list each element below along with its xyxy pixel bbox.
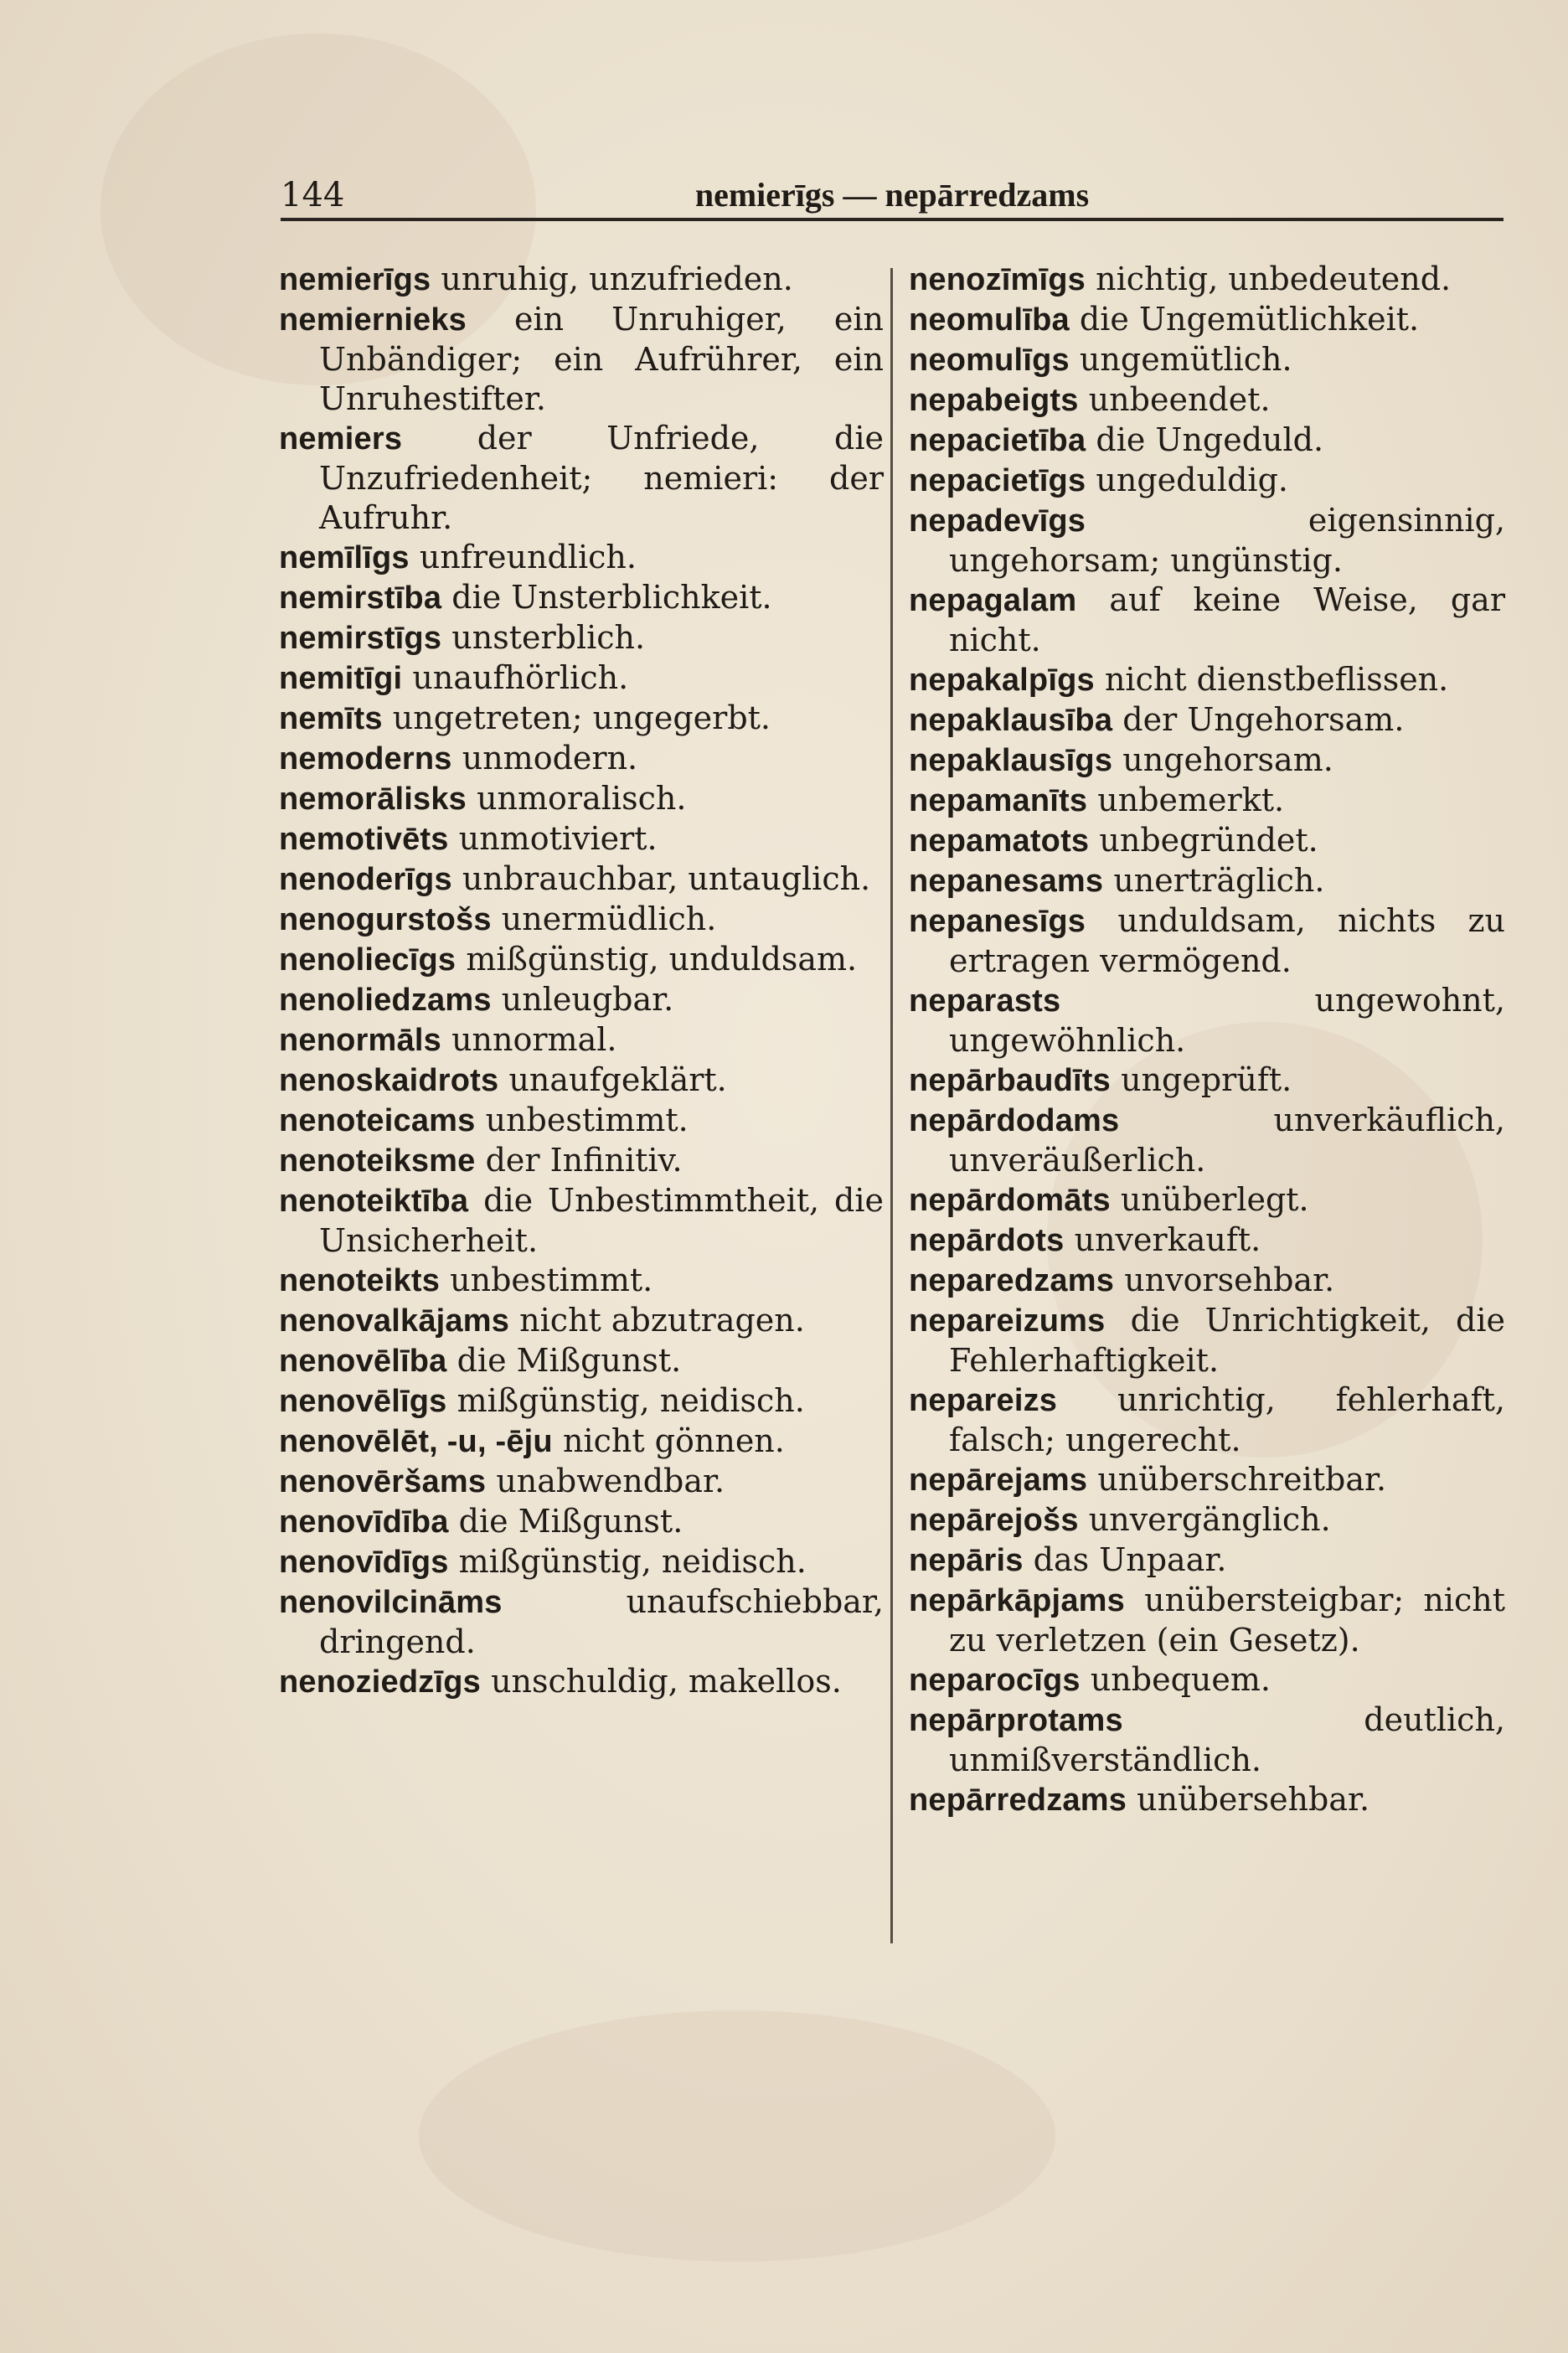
page-header [281,173,1504,221]
headword: nepārkāpjams [909,1583,1125,1618]
gloss: unbequem. [1090,1661,1271,1698]
gloss: die Ungeduld. [1096,421,1324,458]
gloss: unüberlegt. [1120,1181,1309,1218]
gloss: unruhig, unzufrieden. [441,261,793,297]
gloss: unaufgeklärt. [508,1061,727,1098]
gloss: mißgünstig, unduldsam. [466,941,858,978]
gloss: unbemerkt. [1097,782,1285,818]
dictionary-entry [279,1422,884,1462]
gloss: unverkäuflich, unveräußerlich. [949,1102,1505,1179]
dictionary-entry [909,581,1505,660]
gloss: deutlich, unmißverständlich. [949,1701,1505,1778]
gloss: die Mißgunst. [458,1503,683,1540]
dictionary-entry [909,1180,1505,1220]
gloss: unverkauft. [1074,1221,1261,1258]
dictionary-entry [279,578,884,618]
headword: nenoteiktība [279,1184,469,1219]
headword: nenovīdīgs [279,1545,449,1580]
dictionary-entry [909,1301,1505,1380]
headword: nenovēlēt, -u, -ēju [279,1424,553,1459]
gloss: nicht gönnen. [562,1422,785,1459]
dictionary-entry [279,1381,884,1422]
headword: neparocīgs [909,1663,1081,1698]
headword: nenoskaidrots [279,1063,499,1098]
headword: nenovēlība [279,1344,447,1379]
headword: nemoderns [279,741,452,777]
headword: nemitīgi [279,661,403,696]
gloss: unleugbar. [501,981,674,1018]
headword: nepakalpīgs [909,663,1095,698]
dictionary-entry [909,981,1505,1060]
gloss: unmoralisch. [477,780,687,817]
dictionary-entry [279,940,884,980]
gloss: unmodern. [462,740,638,777]
gloss: nicht dienstbeflissen. [1104,661,1449,698]
left-column [279,260,884,1702]
column-divider [890,268,893,1943]
headword: nepārdomāts [909,1183,1111,1218]
headword: nepārbaudīts [909,1063,1111,1098]
headword: nemirstīgs [279,621,442,656]
dictionary-entry [279,1582,884,1662]
headword: nepagalam [909,583,1077,618]
gloss: unsterblich. [451,619,646,656]
headword: nemiers [279,421,403,457]
headword: nenogurstošs [279,902,492,937]
gloss: unvorsehbar. [1124,1262,1335,1298]
gloss: unfreundlich. [419,539,637,575]
dictionary-entry [279,779,884,819]
dictionary-entry [279,1101,884,1141]
dictionary-entry [279,859,884,900]
dictionary-entry [279,739,884,779]
headword: nenovēlīgs [279,1384,447,1419]
headword: neparasts [909,983,1061,1019]
gloss: mißgünstig, neidisch. [456,1382,805,1419]
dictionary-entry [909,260,1505,300]
gloss: ungehorsam. [1122,741,1333,778]
headword: nenoliecīgs [279,942,456,978]
gloss: die Mißgunst. [456,1342,682,1379]
headword: nenovilcināms [279,1585,503,1620]
gloss: unbrauchbar, untauglich. [462,860,871,897]
headword: nepārdots [909,1223,1065,1258]
headword: nepārprotams [909,1703,1123,1738]
dictionary-entry [279,1060,884,1101]
gloss: unmotiviert. [458,820,658,857]
gloss: nichtig, unbedeutend. [1096,261,1452,297]
headword: neparedzams [909,1263,1115,1298]
dictionary-entry [279,538,884,578]
dictionary-entry [909,861,1505,901]
headword: nepamanīts [909,783,1088,818]
dictionary-entry [279,300,884,419]
headword: nepaklausīgs [909,743,1113,778]
dictionary-entry [279,1301,884,1341]
gloss: unbegründet. [1099,822,1318,859]
headword: nepārejams [909,1463,1088,1498]
gloss: unschuldig, makellos. [491,1663,842,1700]
gloss: die Unrichtigkeit, die Fehlerhaftigkeit. [949,1302,1505,1379]
dictionary-entry [909,300,1505,340]
dictionary-entry [279,1662,884,1702]
dictionary-entry [909,1581,1505,1660]
gloss: nicht abzutragen. [519,1302,805,1339]
gloss: unübersehbar. [1137,1781,1370,1818]
gloss: mißgünstig, neidisch. [458,1543,807,1580]
dictionary-entry [279,618,884,658]
headword: nepārredzams [909,1783,1127,1818]
gloss: unvergänglich. [1088,1501,1331,1538]
gloss: die Unsterblichkeit. [451,579,772,616]
gloss: unbeendet. [1088,381,1271,418]
headword: nepanesams [909,864,1104,899]
headword: nepabeigts [909,383,1079,418]
dictionary-entry [909,421,1505,461]
headword: nenoteicams [279,1103,476,1138]
gloss: ein Unruhiger, ein Unbändiger; ein Aufrührer, ein Unruhestifter. [319,301,884,417]
page-number: 144 [281,176,345,214]
headword: nepamatots [909,823,1090,859]
dictionary-entry [909,1660,1505,1700]
headword: nenozīmīgs [909,262,1086,297]
headword: nenormāls [279,1023,441,1058]
gloss: unerträglich. [1113,862,1325,899]
dictionary-entry [909,1460,1505,1500]
paper-stain [419,2010,1055,2262]
dictionary-entry [279,819,884,859]
headword: nemīts [279,701,383,736]
headword: nepacietīgs [909,463,1086,498]
gloss: unbestimmt. [450,1262,653,1298]
headword: neomulīgs [909,343,1070,378]
dictionary-entry [909,1540,1505,1581]
dictionary-entry [279,1141,884,1181]
dictionary-entry [909,1380,1505,1460]
headword: nepadevīgs [909,503,1086,539]
gloss: der Infinitiv. [485,1142,683,1179]
dictionary-entry [279,1020,884,1060]
running-head: nemierīgs — nepārredzams [694,176,1090,214]
gloss: unduldsam, nichts zu ertragen vermögend. [949,902,1505,979]
right-column [909,260,1505,1820]
dictionary-entry [279,980,884,1020]
dictionary-entry [909,740,1505,781]
headword: nenoziedzīgs [279,1664,481,1700]
dictionary-entry [279,1502,884,1542]
gloss: unaufhörlich. [412,659,629,696]
dictionary-entry [909,821,1505,861]
headword: nepāris [909,1543,1024,1578]
dictionary-entry [909,1780,1505,1820]
gloss: der Ungehorsam. [1122,701,1405,738]
gloss: die Unbestimmtheit, die Unsicherheit. [319,1182,884,1259]
gloss: unermüdlich. [501,900,717,937]
headword: nenoliedzams [279,983,492,1018]
headword: nemotivēts [279,822,449,857]
gloss: unabwendbar. [496,1463,725,1499]
dictionary-entry [909,380,1505,421]
gloss: ungetreten; ungegerbt. [392,699,771,736]
headword: nepārdodams [909,1103,1120,1138]
gloss: auf keine Weise, gar nicht. [949,581,1505,658]
dictionary-entry [279,1341,884,1381]
headword: nemierīgs [279,262,431,297]
gloss: ungeduldig. [1096,462,1288,498]
headword: nemirstība [279,581,442,616]
dictionary-entry [909,1220,1505,1261]
dictionary-entry [279,1261,884,1301]
gloss: der Unfriede, die Unzufriedenheit; nemieri: der Aufruhr. [319,420,884,536]
gloss: das Unpaar. [1033,1541,1227,1578]
dictionary-entry [279,699,884,739]
dictionary-entry [909,1700,1505,1780]
dictionary-entry [909,781,1505,821]
dictionary-entry [279,658,884,699]
headword: nemiernieks [279,302,467,338]
headword: nepareizums [909,1303,1106,1339]
gloss: unnormal. [451,1021,617,1058]
dictionary-entry [909,461,1505,501]
headword: nenovēršams [279,1464,487,1499]
headword: nepanesīgs [909,904,1086,939]
dictionary-entry [909,1101,1505,1180]
headword: nenoteikts [279,1263,441,1298]
headword: nepārejošs [909,1503,1079,1538]
dictionary-entry [279,419,884,538]
gloss: eigensinnig, ungehorsam; ungünstig. [949,502,1505,579]
dictionary-entry [909,901,1505,981]
dictionary-entry [909,501,1505,581]
dictionary-entry [279,1542,884,1582]
dictionary-entry [909,1261,1505,1301]
gloss: unbestimmt. [485,1102,689,1138]
headword: nenoteiksme [279,1143,476,1179]
dictionary-entry [909,1060,1505,1101]
headword: nepaklausība [909,703,1113,738]
dictionary-entry [279,260,884,300]
gloss: unaufschiebbar, dringend. [319,1583,884,1660]
gloss: ungeprüft. [1121,1061,1292,1098]
dictionary-entry [279,1462,884,1502]
gloss: unüberschreitbar. [1097,1461,1387,1498]
headword: nemorālisks [279,782,467,817]
headword: nenovīdība [279,1504,449,1540]
dictionary-entry [909,340,1505,380]
headword: nepareizs [909,1383,1058,1418]
headword: neomulība [909,302,1070,338]
headword: nenovalkājams [279,1303,510,1339]
dictionary-entry [909,1500,1505,1540]
dictionary-entry [909,660,1505,700]
gloss: ungemütlich. [1079,341,1292,378]
gloss: unübersteigbar; nicht zu verletzen (ein Gesetz). [949,1582,1505,1659]
gloss: die Ungemütlichkeit. [1079,301,1420,338]
gloss: ungewohnt, ungewöhnlich. [949,982,1505,1059]
headword: nenoderīgs [279,862,452,897]
headword: nemīlīgs [279,540,410,575]
headword: nepacietība [909,423,1086,458]
dictionary-entry [279,900,884,940]
dictionary-entry [909,700,1505,740]
gloss: unrichtig, fehlerhaft, falsch; ungerecht. [949,1381,1505,1458]
dictionary-entry [279,1181,884,1261]
